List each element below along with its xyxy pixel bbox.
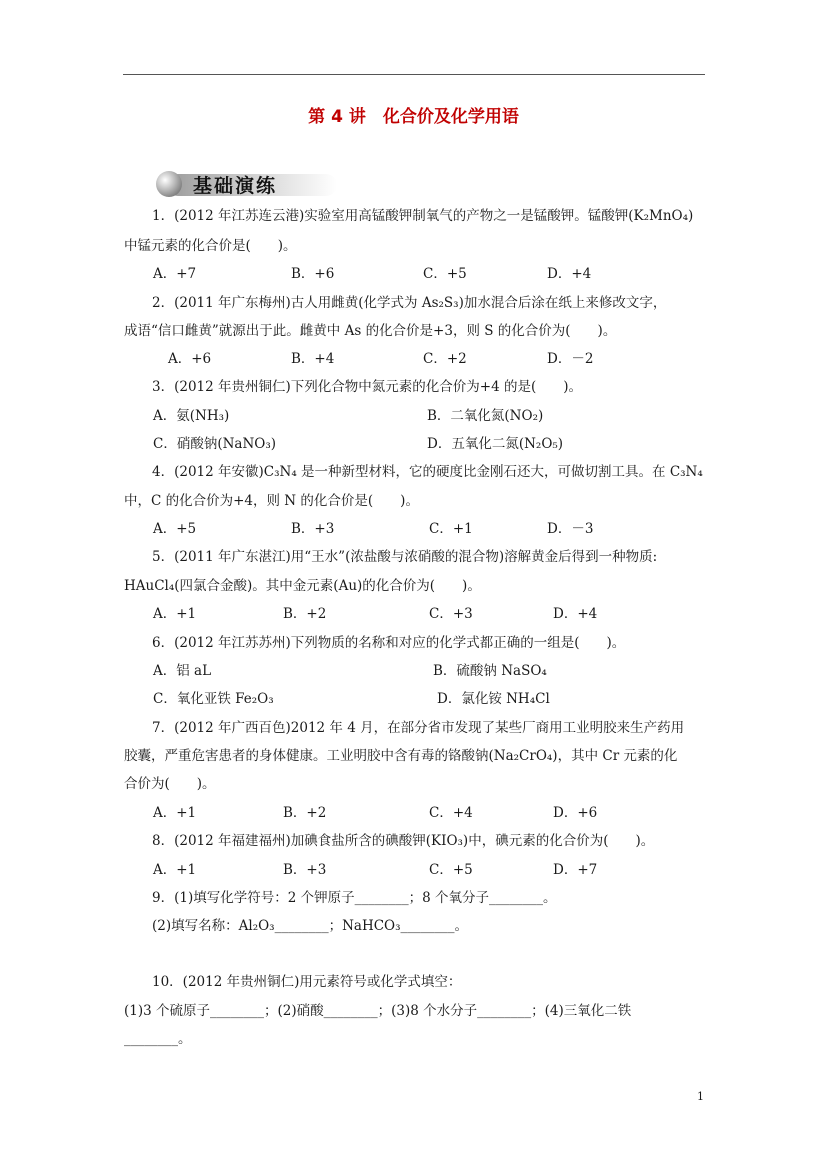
question-10-line-1: 10．(2012 年贵州铜仁)用元素符号或化学式填空： — [152, 974, 462, 990]
question-1-option-d: D．+4 — [547, 266, 592, 282]
question-5-option-b: B．+2 — [283, 606, 327, 622]
question-4-line-1: 4．(2012 年安徽)C₃N₄ 是一种新型材料，它的硬度比金刚石还大，可做切割工具。在 C₃N₄ — [152, 464, 703, 480]
question-6-line-1: 6．(2012 年江苏苏州)下列物质的名称和对应的化学式都正确的一组是( )。 — [152, 635, 626, 651]
question-4-option-a: A．+5 — [153, 521, 197, 537]
question-8-line-1: 8．(2012 年福建福州)加碘食盐所含的碘酸钾(KIO₃)中，碘元素的化合价为( )。 — [152, 833, 655, 849]
question-2-option-c: C．+2 — [423, 351, 467, 367]
question-5-option-d: D．+4 — [553, 606, 598, 622]
question-7-line-3: 合价为( )。 — [124, 776, 216, 792]
section-banner — [153, 165, 353, 201]
question-7-option-b: B．+2 — [283, 805, 327, 821]
question-3-option-a: A．氨(NH₃) — [153, 408, 230, 424]
banner-ball-icon — [156, 171, 182, 197]
question-7-option-c: C．+4 — [429, 805, 473, 821]
question-2-line-1: 2．(2011 年广东梅州)古人用雌黄(化学式为 As₂S₃)加水混合后涂在纸上来修改文字， — [152, 295, 667, 311]
question-6-option-d: D．氯化铵 NH₄Cl — [437, 691, 550, 707]
question-5-option-c: C．+3 — [429, 606, 473, 622]
question-6-option-b: B．硫酸钠 NaSO₄ — [433, 663, 547, 679]
question-5-line-2: HAuCl₄(四氯合金酸)。其中金元素(Au)的化合价为( )。 — [124, 578, 481, 594]
question-4-line-2: 中，C 的化合价为+4，则 N 的化合价是( )。 — [124, 493, 419, 509]
question-3-option-d: D．五氧化二氮(N₂O₅) — [427, 436, 564, 452]
question-2-option-d: D．－2 — [547, 351, 594, 367]
question-3-option-b: B．二氧化氮(NO₂) — [427, 408, 544, 424]
question-8-option-a: A．+1 — [153, 862, 197, 878]
question-1-option-b: B．+6 — [291, 266, 335, 282]
question-7-option-d: D．+6 — [553, 805, 598, 821]
question-1-line-2: 中锰元素的化合价是( )。 — [124, 238, 297, 254]
header-rule — [123, 74, 705, 75]
page-title: 第 4 讲 化合价及化学用语 — [308, 107, 519, 127]
question-8-option-c: C．+5 — [429, 862, 473, 878]
question-4-option-b: B．+3 — [291, 521, 335, 537]
question-2-option-b: B．+4 — [291, 351, 335, 367]
question-7-line-1: 7．(2012 年广西百色)2012 年 4 月，在部分省市发现了某些厂商用工业明胶来生产药用 — [152, 720, 685, 736]
question-10-line-3: ________。 — [124, 1031, 192, 1047]
question-3-line-1: 3．(2012 年贵州铜仁)下列化合物中氮元素的化合价为+4 的是( )。 — [152, 379, 582, 395]
question-1-option-c: C．+5 — [423, 266, 467, 282]
question-5-option-a: A．+1 — [153, 606, 197, 622]
question-5-line-1: 5．(2011 年广东湛江)用“王水”(浓盐酸与浓硝酸的混合物)溶解黄金后得到一种物质: — [152, 549, 658, 565]
question-4-option-c: C．+1 — [429, 521, 473, 537]
question-7-line-2: 胶囊，严重危害患者的身体健康。工业明胶中含有毒的铬酸钠(Na₂CrO₄)，其中 Cr 元素的化 — [124, 748, 678, 764]
question-6-option-a: A．铝 aL — [153, 663, 212, 679]
section-banner-label: 基础演练 — [193, 175, 278, 197]
question-8-option-b: B．+3 — [283, 862, 327, 878]
question-7-option-a: A．+1 — [153, 805, 197, 821]
question-1-option-a: A．+7 — [153, 266, 197, 282]
question-10-line-2: (1)3 个硫原子________；(2)硝酸________；(3)8 个水分子________；(4)三氧化二铁 — [124, 1003, 632, 1019]
question-9-line-1: 9．(1)填写化学符号：2 个钾原子________；8 个氧分子________。 — [152, 890, 557, 906]
question-3-option-c: C．硝酸钠(NaNO₃) — [153, 436, 277, 452]
question-1-line-1: 1．(2012 年江苏连云港)实验室用高锰酸钾制氧气的产物之一是锰酸钾。锰酸钾(K₂MnO₄) — [152, 208, 694, 224]
page-number: 1 — [697, 1090, 704, 1103]
question-9-line-2: (2)填写名称：Al₂O₃________；NaHCO₃________。 — [152, 918, 469, 934]
question-6-option-c: C．氧化亚铁 Fe₂O₃ — [153, 691, 274, 707]
question-4-option-d: D．－3 — [547, 521, 594, 537]
question-2-line-2: 成语“信口雌黄”就源出于此。雌黄中 As 的化合价是+3，则 S 的化合价为( )。 — [124, 323, 617, 339]
question-2-option-a: A．+6 — [168, 351, 212, 367]
question-8-option-d: D．+7 — [553, 862, 598, 878]
